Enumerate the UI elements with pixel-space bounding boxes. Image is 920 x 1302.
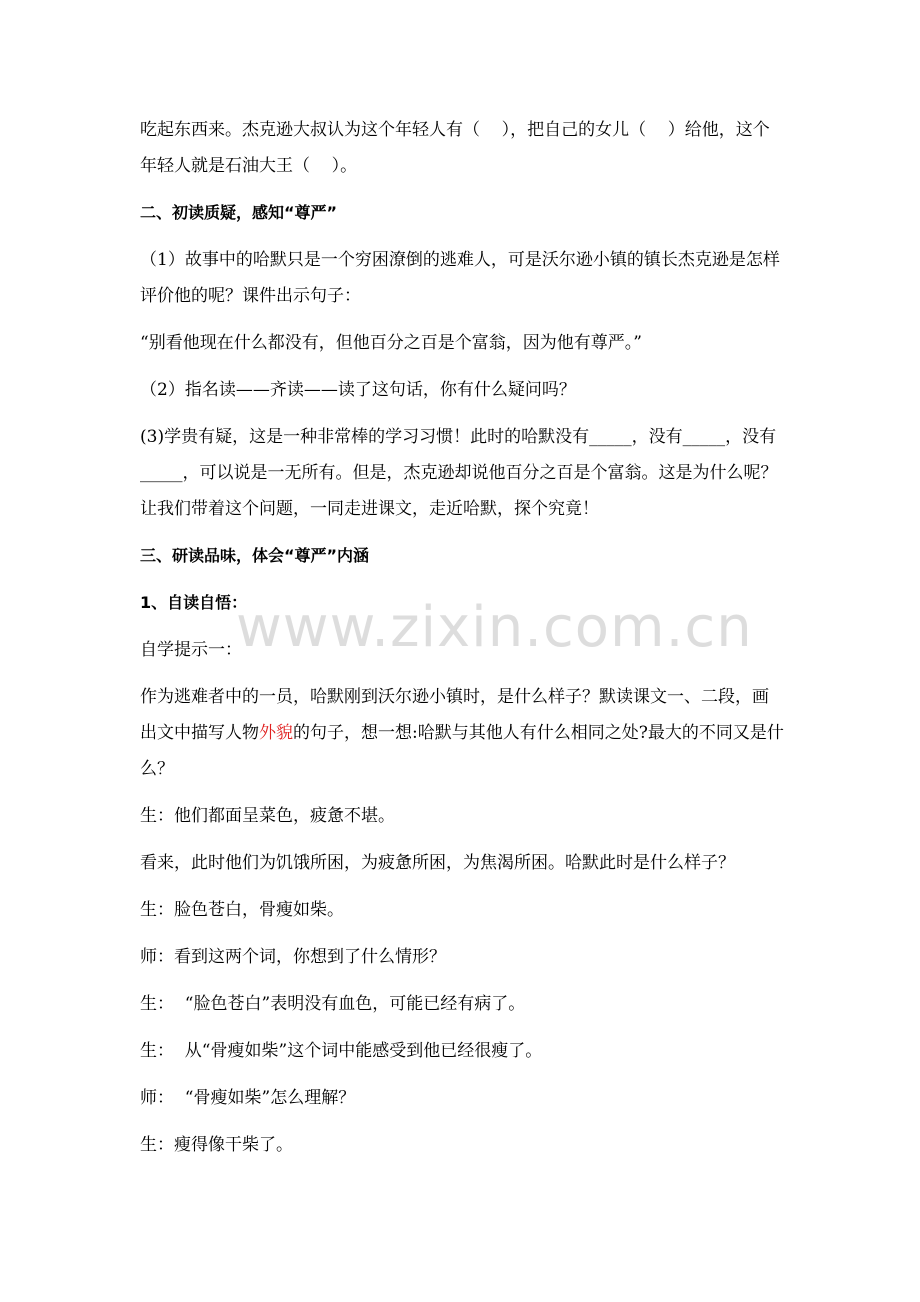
document-body: [140, 112, 785, 1174]
dialogue-line: 生：脸色苍白，骨瘦如柴。: [140, 900, 344, 920]
paragraph-question-3: [140, 419, 785, 527]
study-hint-text: [140, 679, 785, 787]
study-hint-label: 自学提示一：: [140, 640, 242, 660]
dialogue-line: 生： 从“骨瘦如柴”这个词中能感受到他已经很瘦了。: [140, 1041, 543, 1061]
watermark: www.zixin.com.cn: [236, 595, 753, 660]
dialogue-line: 生： “脸色苍白”表明没有血色，可能已经有病了。: [140, 994, 526, 1014]
section-heading-3: 三、研读品味，体会“尊严”内涵: [140, 546, 370, 565]
fill-blank: _____: [682, 427, 726, 447]
paragraph-question-1: （1）故事中的哈默只是一个穷困潦倒的逃难人，可是沃尔逊小镇的镇长杰克逊是怎样评价他的呢？课件出示句子：: [140, 250, 780, 306]
dialogue-line: 生：他们都面呈菜色，疲惫不堪。: [140, 806, 395, 826]
hint-part-b: 的句子，想一想:哈默与其他人有什么相同之处?最大的不同又是什么？: [140, 723, 784, 779]
subheading-self-study: 1、自读自悟：: [140, 593, 248, 612]
paragraph-question-2: （2）指名读——齐读——读了这句话，你有什么疑问吗？: [140, 380, 576, 400]
dialogue-line: 生：瘦得像干柴了。: [140, 1135, 293, 1155]
question-3-part-c: ，没有: [725, 427, 777, 447]
paragraph-intro: 吃起东西来。杰克逊大叔认为这个年轻人有（ ），把自己的女儿（ ）给他，这个年轻人就是石油大王（ ）。: [140, 120, 770, 176]
hint-part-a: 作为逃难者中的一员，哈默刚到沃尔逊小镇时，是什么样子？默读课文一、二段，画出文中描写人物: [140, 687, 769, 743]
dialogue-line: 师：看到这两个词，你想到了什么情形？: [140, 947, 446, 967]
dialogue-line: 师： “骨瘦如柴”怎么理解？: [140, 1088, 356, 1108]
highlighted-word: 外貌: [259, 723, 293, 743]
quote-sentence: “别看他现在什么都没有，但他百分之百是个富翁，因为他有尊严。”: [140, 333, 642, 353]
fill-blank: _____: [589, 427, 632, 447]
section-heading-2: 二、初读质疑，感知“尊严”: [140, 203, 338, 222]
dialogue-line: 看来，此时他们为饥饿所困，为疲惫所困，为焦渴所困。哈默此时是什么样子？: [140, 853, 735, 873]
question-3-part-b: ，没有: [631, 427, 683, 447]
question-3-part-a: (3)学贵有疑，这是一种非常棒的学习习惯！此时的哈默没有: [140, 427, 590, 447]
fill-blank: _____: [140, 463, 183, 483]
question-3-part-d: ，可以说是一无所有。但是，杰克逊却说他百分之百是个富翁。这是为什么呢？让我们带着这个问题，一同走进课文，走近哈默，探个究竟！: [140, 463, 778, 519]
